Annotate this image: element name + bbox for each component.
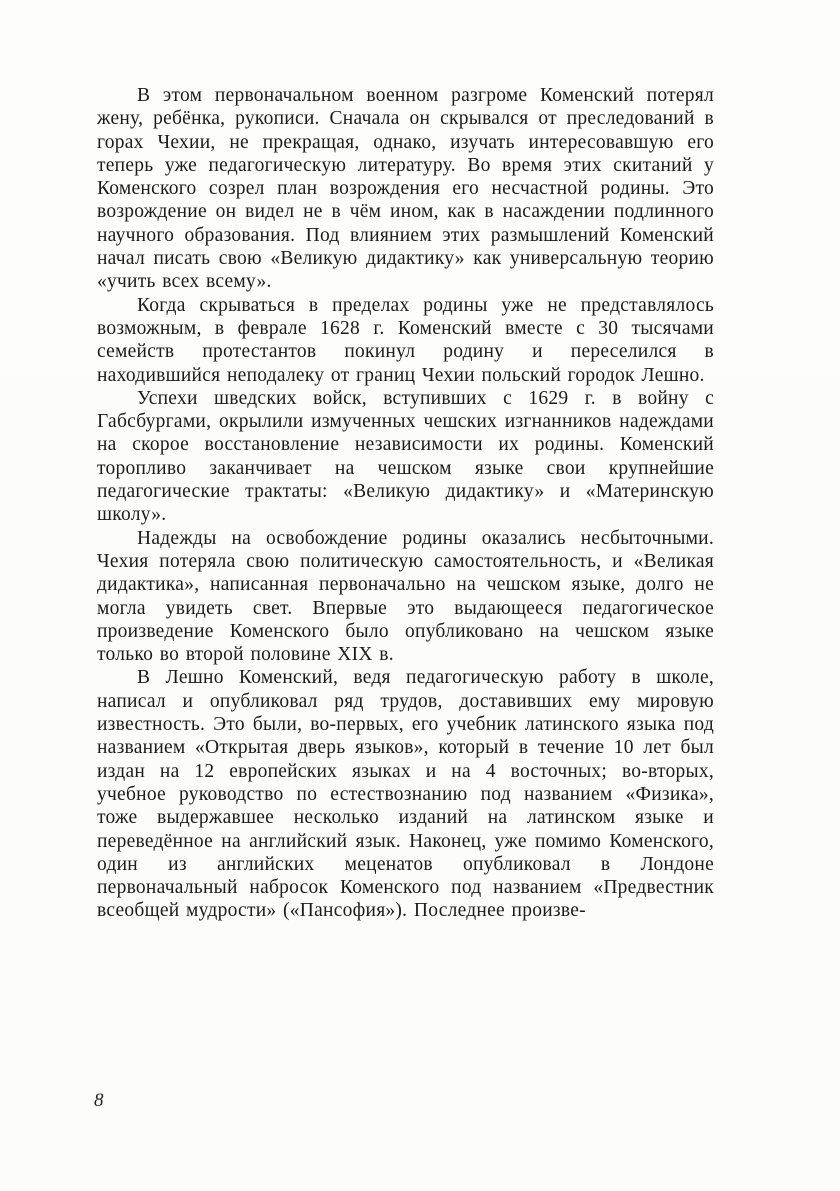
paragraph-4: Надежды на освобождение родины оказались несбыточными. Чехия потеряла свою политическую самостоятельность, и «Великая дидактика», написанная первоначально на чешском языке, долго не могла увидеть свет. Впервые это выдающееся педагогическое произведение Коменского было опубликовано на чешском языке только во второй половине XIX в. [97,527,714,666]
text-block [97,84,714,923]
paragraph-2: Когда скрываться в пределах родины уже не представлялось возможным, в феврале 1628 г. Коменский вместе с 30 тысячами семейств протестантов покинул родину и переселился в находившийся неподалеку от границ Чехии польский городок Лешно. [97,294,714,386]
paragraph-5: В Лешно Коменский, ведя педагогическую работу в школе, написал и опубликовал ряд трудов, доставивших ему мировую известность. Это были, во-первых, его учебник латинского языка под названием «Открытая дверь языков», который в течение 10 лет был издан на 12 европейских языках и на 4 восточных; во-вторых, учебное руководство по естествознанию под названием «Физика», тоже выдержавшее несколько изданий на латинском языке и переведённое на английский язык. Наконец, уже помимо Коменского, один из английских меценатов опубликовал в Лондоне первоначальный набросок Коменского под названием «Предвестник всеобщей мудрости» («Пансофия»). Последнее произве- [97,667,714,922]
paragraph-3: Успехи шведских войск, вступивших с 1629 г. в войну с Габсбургами, окрылили измученных чешских изгнанников надеждами на скорое восстановление независимости их родины. Коменский торопливо заканчивает на чешском языке свои крупнейшие педагогические трактаты: «Великую дидактику» и «Материнскую школу». [97,387,714,526]
page-number: 8 [94,1090,104,1111]
paragraph-1: В этом первоначальном военном разгроме Коменский потерял жену, ребёнка, рукописи. Сначала он скрывался от преследований в горах Чехии, не прекращая, однако, изучать интересовавшую его теперь уже педагогическую литературу. Во время этих скитаний у Коменского созрел план возрождения его несчастной родины. Это возрождение он видел не в чём ином, как в насаждении подлинного научного образования. Под влиянием этих размышлений Коменский начал писать свою «Великую дидактику» как универсальную теорию «учить всех всему». [97,85,714,293]
